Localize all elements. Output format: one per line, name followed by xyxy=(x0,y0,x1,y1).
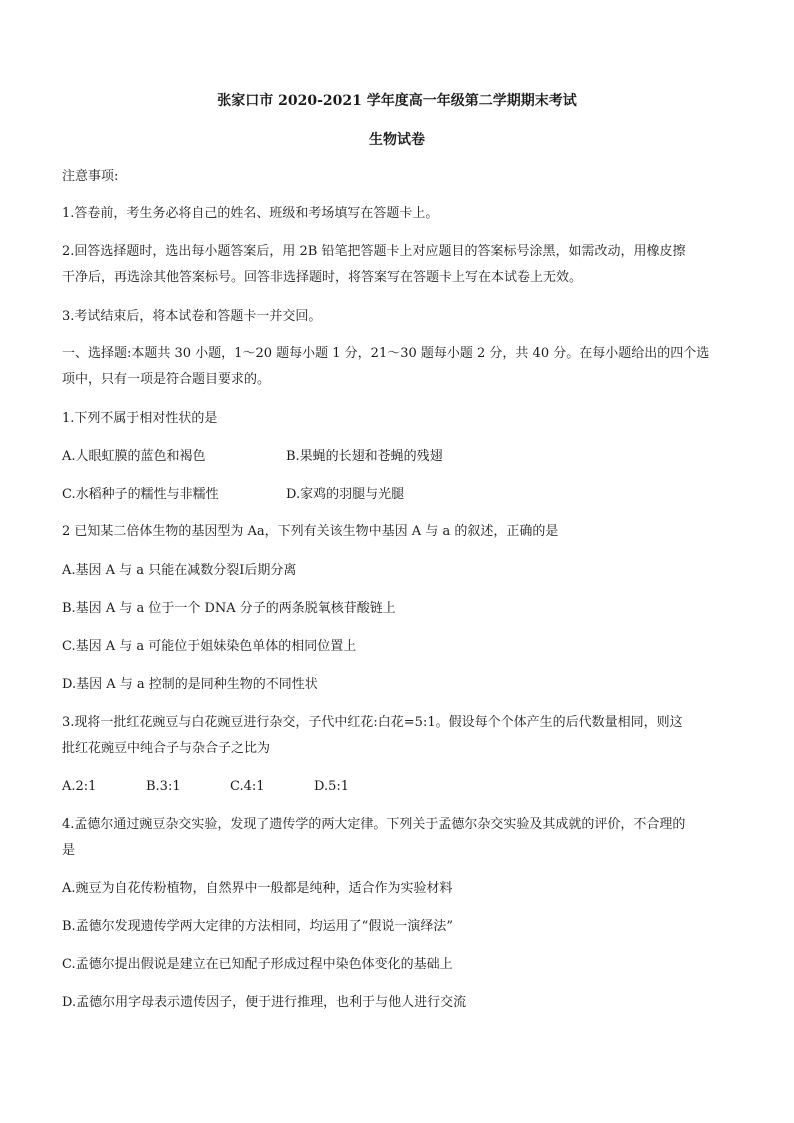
question-1-stem: 1.下列不属于相对性状的是 xyxy=(62,411,218,426)
notice-item: 2.回答选择题时，选出每小题答案后，用 2B 铅笔把答题卡上对应题目的答案标号涂黑，如需改动，用橡皮擦 xyxy=(62,244,686,259)
q2-option-c: C.基因 A 与 a 可能位于姐妹染色单体的相同位置上 xyxy=(62,639,357,654)
notice-item: 3.考试结束后，将本试卷和答题卡一并交回。 xyxy=(62,309,322,324)
question-3-stem: 批红花豌豆中纯合子与杂合子之比为 xyxy=(62,741,271,756)
exam-subtitle: 生物试卷 xyxy=(369,132,425,148)
q1-option-a: A.人眼虹膜的蓝色和褐色 xyxy=(62,449,206,464)
question-4-stem: 4.孟德尔通过豌豆杂交实验，发现了遗传学的两大定律。下列关于孟德尔杂交实验及其成就的评价，不合理的 xyxy=(62,817,686,832)
notice-item: 干净后，再选涂其他答案标号。回答非选择题时，将答案写在答题卡上写在本试卷上无效。 xyxy=(62,270,583,285)
q3-option-a: A.2:1 xyxy=(62,779,97,794)
section-instructions: 项中，只有一项是符合题目要求的。 xyxy=(62,372,271,387)
q2-option-a: A.基因 A 与 a 只能在减数分裂Ⅰ后期分离 xyxy=(62,563,297,578)
question-2-stem: 2 已知某二倍体生物的基因型为 Aa，下列有关该生物中基因 A 与 a 的叙述，正确的是 xyxy=(62,524,559,539)
q1-option-c: C.水稻种子的糯性与非糯性 xyxy=(62,487,219,502)
notice-item: 1.答卷前，考生务必将自己的姓名、班级和考场填写在答题卡上。 xyxy=(62,206,439,221)
q2-option-b: B.基因 A 与 a 位于一个 DNA 分子的两条脱氧核苷酸链上 xyxy=(62,601,396,616)
q3-option-b: B.3:1 xyxy=(146,779,181,794)
question-3-stem: 3.现将一批红花豌豆与白花豌豆进行杂交，子代中红花:白花=5:1。假设每个个体产生的后代数量相同，则这 xyxy=(62,715,683,730)
question-4-stem: 是 xyxy=(62,843,76,858)
q4-option-b: B.孟德尔发现遗传学两大定律的方法相同，均运用了“假说一演绎法” xyxy=(62,919,453,934)
q1-option-d: D.家鸡的羽腿与光腿 xyxy=(286,487,405,502)
q3-option-d: D.5:1 xyxy=(314,779,350,794)
q1-option-b: B.果蝇的长翅和苍蝇的残翅 xyxy=(286,449,443,464)
q4-option-a: A.豌豆为自花传粉植物，自然界中一般都是纯种，适合作为实验材料 xyxy=(62,881,453,896)
section-instructions: 一、选择题:本题共 30 小题，1～20 题每小题 1 分，21～30 题每小题 2 分，共 40 分。在每小题给出的四个选 xyxy=(62,346,710,361)
q4-option-c: C.孟德尔提出假说是建立在已知配子形成过程中染色体变化的基础上 xyxy=(62,957,453,972)
q2-option-d: D.基因 A 与 a 控制的是同种生物的不同性状 xyxy=(62,677,318,692)
exam-title: 张家口市 2020-2021 学年度高一年级第二学期期末考试 xyxy=(217,93,577,109)
q4-option-d: D.孟德尔用字母表示遗传因子，便于进行推理，也利于与他人进行交流 xyxy=(62,995,467,1010)
q3-option-c: C.4:1 xyxy=(230,779,265,794)
notice-heading: 注意事项: xyxy=(62,169,119,184)
